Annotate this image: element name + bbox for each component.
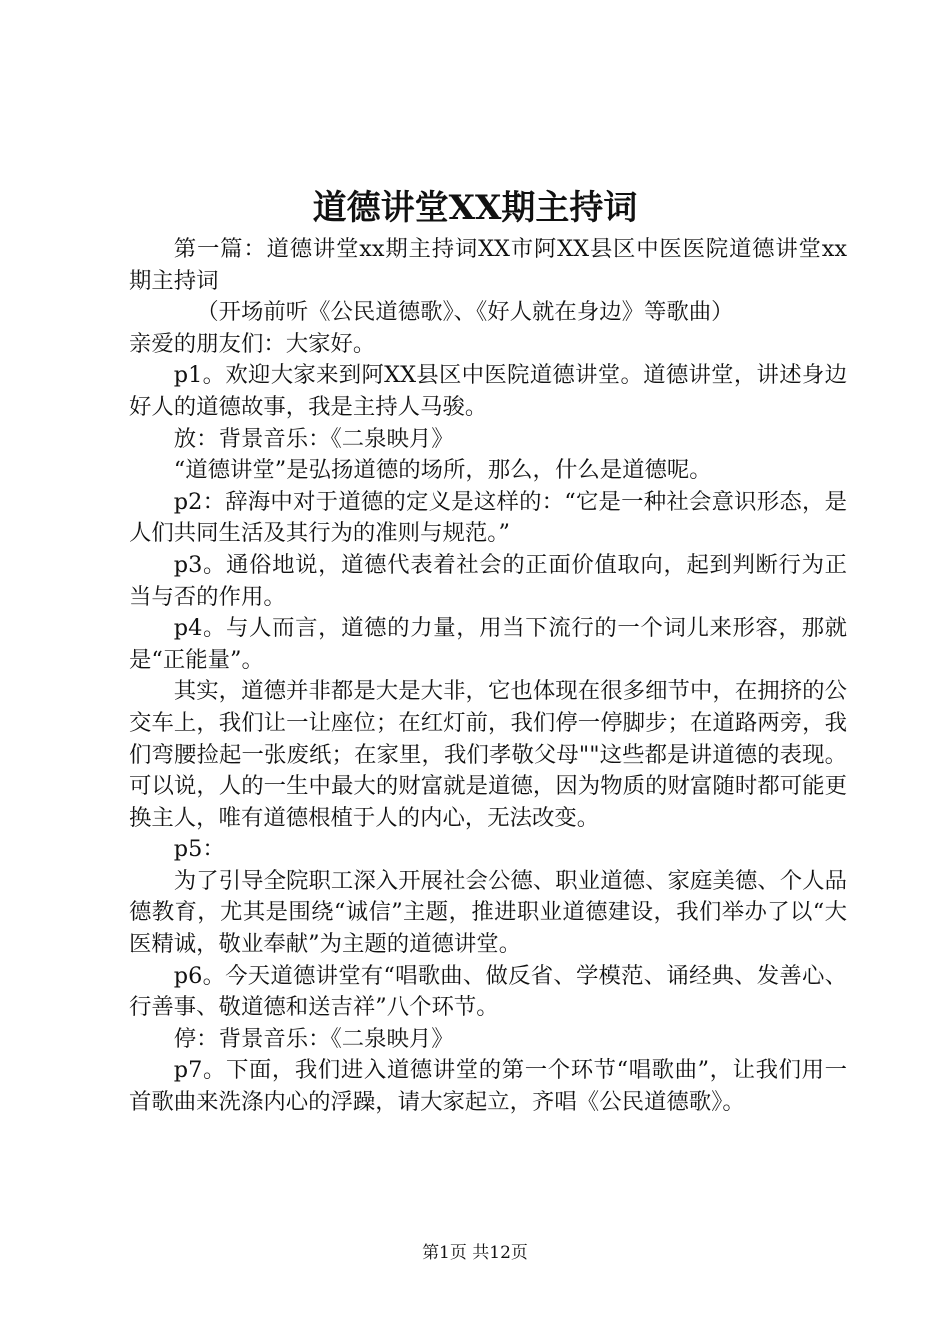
paragraph-intro: 第一篇：道德讲堂xx期主持词XX市阿XX县区中医医院道德讲堂xx期主持词 (129, 236, 847, 294)
paragraph-p1: p1。欢迎大家来到阿XX县区中医院道德讲堂。道德讲堂，讲述身边好人的道德故事，我是主持人马骏。 (129, 362, 847, 420)
paragraph-p6: p6。今天道德讲堂有“唱歌曲、做反省、学模范、诵经典、发善心、行善事、敬道德和送吉祥”八个环节。 (129, 962, 847, 1021)
document-body (129, 234, 847, 1119)
paragraph-p3: p3。通俗地说，道德代表着社会的正面价值取向，起到判断行为正当与否的作用。 (129, 551, 847, 610)
paragraph-music-stop: 停：背景音乐：《二泉映月》 (173, 1025, 454, 1052)
page-number: 第1页 共12页 (422, 1243, 528, 1263)
paragraph-music-play: 放：背景音乐：《二泉映月》 (173, 425, 454, 452)
paragraph-what-is-morality: “道德讲堂”是弘扬道德的场所，那么，什么是道德呢。 (173, 457, 712, 484)
paragraph-opening-songs: （开场前听《公民道德歌》、《好人就在身边》等歌曲） (196, 299, 734, 326)
document-title: 道德讲堂XX期主持词 (312, 188, 638, 228)
paragraph-details: 其实，道德并非都是大是大非，它也体现在很多细节中，在拥挤的公交车上，我们让一让座位；在红灯前，我们停一停脚步；在道路两旁，我们弯腰捡起一张废纸；在家里，我们孝敬父母""这些都是讲道德的表现。可以说，人的一生中最大的财富就是道德，因为物质的财富随时都可能更换主人，唯有道德根植于人的内心，无法改变。 (129, 678, 847, 831)
paragraph-greeting: 亲爱的朋友们：大家好。 (129, 330, 376, 357)
paragraph-p7: p7。下面，我们进入道德讲堂的第一个环节“唱歌曲”，让我们用一首歌曲来洗涤内心的浮躁，请大家起立，齐唱《公民道德歌》。 (129, 1057, 847, 1116)
paragraph-p4: p4。与人而言，道德的力量，用当下流行的一个词儿来形容，那就是“正能量”。 (129, 615, 847, 673)
paragraph-p2: p2：辞海中对于道德的定义是这样的：“它是一种社会意识形态，是人们共同生活及其行为的准则与规范。” (129, 488, 847, 547)
paragraph-purpose: 为了引导全院职工深入开展社会公德、职业道德、家庭美德、个人品德教育，尤其是围绕“诚信”主题，推进职业道德建设，我们举办了以“大医精诚，敬业奉献”为主题的道德讲堂。 (129, 867, 847, 958)
paragraph-p5: p5： (173, 836, 225, 863)
